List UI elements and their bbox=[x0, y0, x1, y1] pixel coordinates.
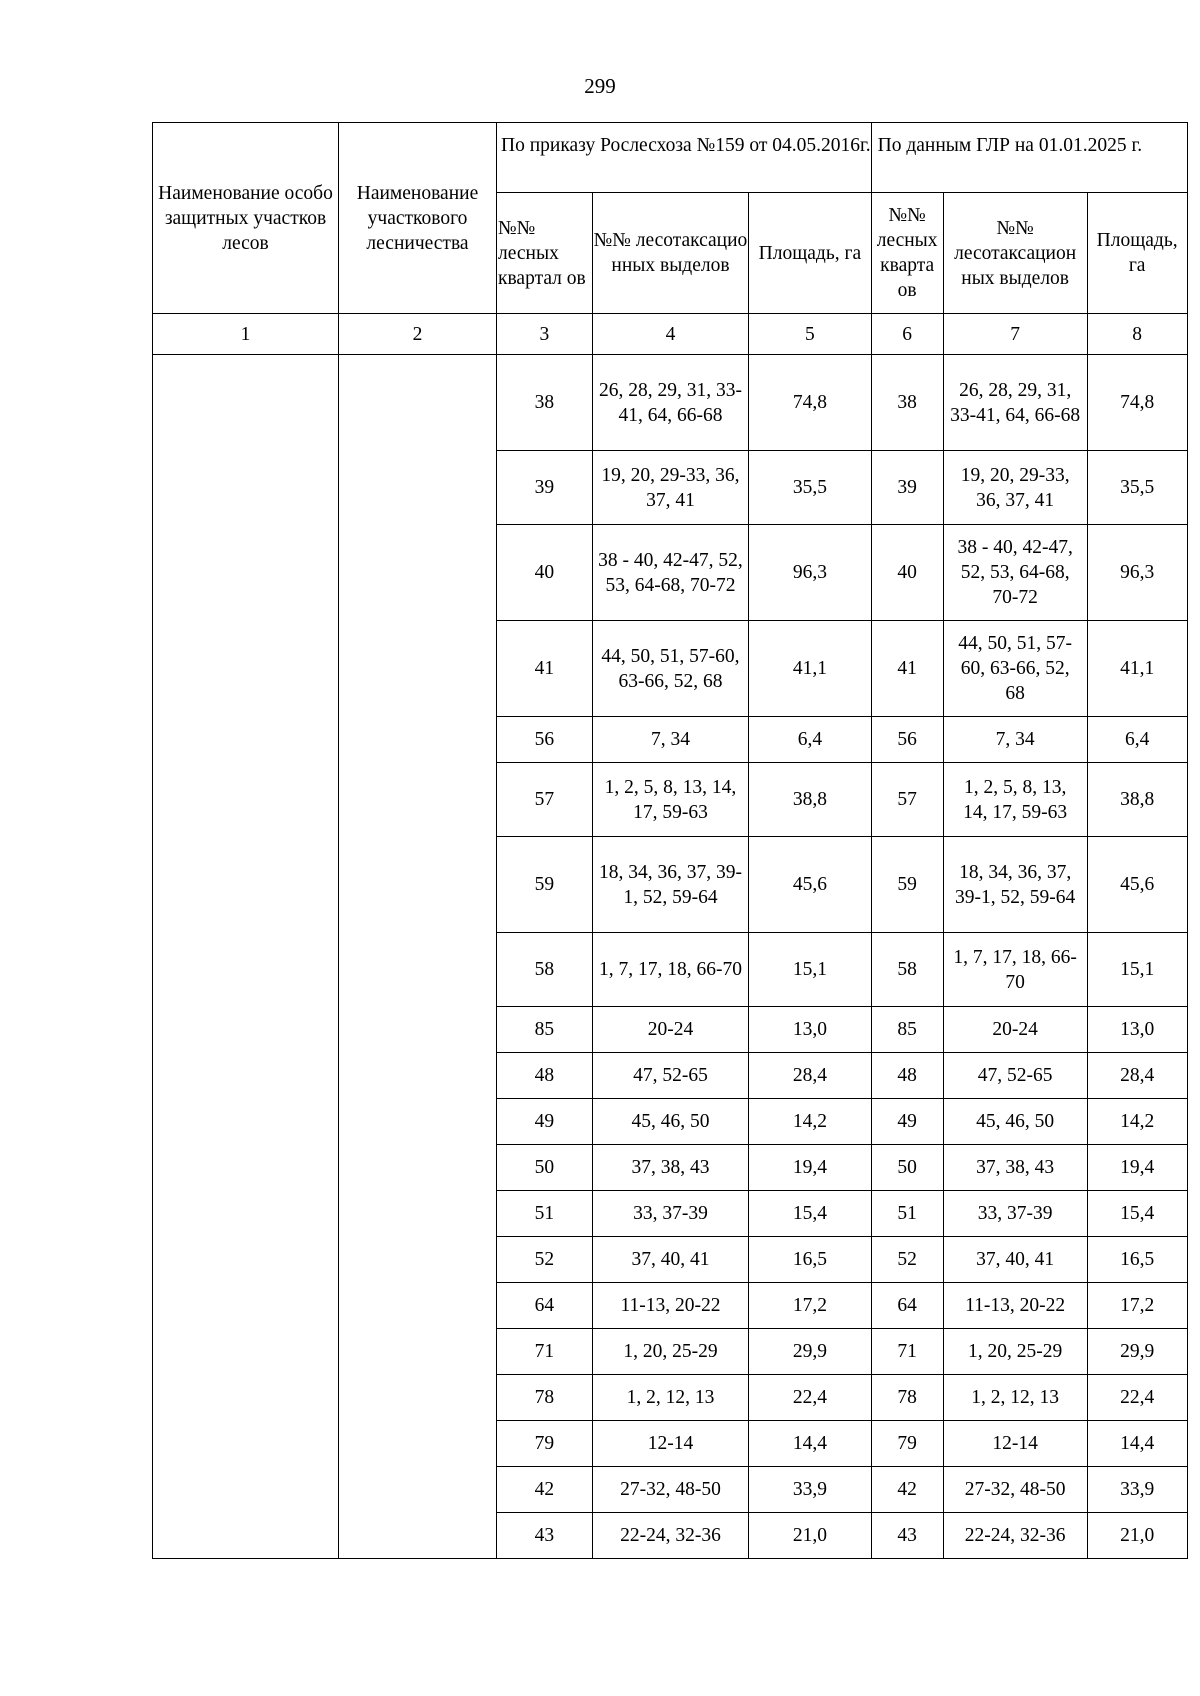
allotments-glr-cell: 37, 38, 43 bbox=[943, 1145, 1087, 1191]
header-allotments-glr: №№ лесотаксацион ных выделов bbox=[943, 193, 1087, 314]
allotments-order-cell: 44, 50, 51, 57-60, 63-66, 52, 68 bbox=[592, 621, 748, 717]
area-order-cell: 35,5 bbox=[749, 451, 871, 525]
area-order-cell: 19,4 bbox=[749, 1145, 871, 1191]
allotments-order-cell: 22-24, 32-36 bbox=[592, 1513, 748, 1559]
area-glr-cell: 74,8 bbox=[1087, 355, 1187, 451]
area-glr-cell: 14,2 bbox=[1087, 1099, 1187, 1145]
area-order-cell: 38,8 bbox=[749, 763, 871, 837]
area-order-cell: 29,9 bbox=[749, 1329, 871, 1375]
area-order-cell: 6,4 bbox=[749, 717, 871, 763]
column-number-6: 6 bbox=[871, 314, 943, 355]
quarter-glr-cell: 56 bbox=[871, 717, 943, 763]
allotments-glr-cell: 26, 28, 29, 31, 33-41, 64, 66-68 bbox=[943, 355, 1087, 451]
allotments-glr-cell: 37, 40, 41 bbox=[943, 1237, 1087, 1283]
header-quarters-glr: №№ лесных кварта ов bbox=[871, 193, 943, 314]
quarter-order-cell: 51 bbox=[497, 1191, 593, 1237]
area-order-cell: 33,9 bbox=[749, 1467, 871, 1513]
allotments-glr-cell: 47, 52-65 bbox=[943, 1053, 1087, 1099]
column-numbers-row bbox=[153, 314, 1188, 355]
area-glr-cell: 41,1 bbox=[1087, 621, 1187, 717]
area-glr-cell: 33,9 bbox=[1087, 1467, 1187, 1513]
area-order-cell: 96,3 bbox=[749, 525, 871, 621]
quarter-order-cell: 49 bbox=[497, 1099, 593, 1145]
column-number-2: 2 bbox=[339, 314, 497, 355]
quarter-order-cell: 71 bbox=[497, 1329, 593, 1375]
column-number-3: 3 bbox=[497, 314, 593, 355]
quarter-order-cell: 48 bbox=[497, 1053, 593, 1099]
allotments-glr-cell: 1, 2, 5, 8, 13, 14, 17, 59-63 bbox=[943, 763, 1087, 837]
quarter-order-cell: 57 bbox=[497, 763, 593, 837]
quarter-order-cell: 79 bbox=[497, 1421, 593, 1467]
quarter-glr-cell: 85 bbox=[871, 1007, 943, 1053]
area-order-cell: 14,4 bbox=[749, 1421, 871, 1467]
allotments-glr-cell: 19, 20, 29-33, 36, 37, 41 bbox=[943, 451, 1087, 525]
allotments-order-cell: 1, 7, 17, 18, 66-70 bbox=[592, 933, 748, 1007]
quarter-glr-cell: 49 bbox=[871, 1099, 943, 1145]
column-number-7: 7 bbox=[943, 314, 1087, 355]
quarter-glr-cell: 51 bbox=[871, 1191, 943, 1237]
allotments-order-cell: 18, 34, 36, 37, 39-1, 52, 59-64 bbox=[592, 837, 748, 933]
quarter-glr-cell: 78 bbox=[871, 1375, 943, 1421]
allotments-glr-cell: 45, 46, 50 bbox=[943, 1099, 1087, 1145]
quarter-order-cell: 59 bbox=[497, 837, 593, 933]
area-glr-cell: 45,6 bbox=[1087, 837, 1187, 933]
quarter-glr-cell: 48 bbox=[871, 1053, 943, 1099]
quarter-glr-cell: 58 bbox=[871, 933, 943, 1007]
quarter-glr-cell: 52 bbox=[871, 1237, 943, 1283]
header-area-glr: Площадь, га bbox=[1087, 193, 1187, 314]
header-protected-areas-name: Наименование особо защитных участков лесов bbox=[153, 123, 339, 314]
quarter-order-cell: 85 bbox=[497, 1007, 593, 1053]
allotments-order-cell: 27-32, 48-50 bbox=[592, 1467, 748, 1513]
allotments-order-cell: 12-14 bbox=[592, 1421, 748, 1467]
allotments-order-cell: 1, 2, 5, 8, 13, 14, 17, 59-63 bbox=[592, 763, 748, 837]
area-order-cell: 13,0 bbox=[749, 1007, 871, 1053]
allotments-glr-cell: 1, 7, 17, 18, 66-70 bbox=[943, 933, 1087, 1007]
allotments-order-cell: 38 - 40, 42-47, 52, 53, 64-68, 70-72 bbox=[592, 525, 748, 621]
area-order-cell: 41,1 bbox=[749, 621, 871, 717]
allotments-order-cell: 1, 2, 12, 13 bbox=[592, 1375, 748, 1421]
area-order-cell: 17,2 bbox=[749, 1283, 871, 1329]
quarter-order-cell: 78 bbox=[497, 1375, 593, 1421]
protected-area-name-cell bbox=[153, 355, 339, 1559]
allotments-glr-cell: 7, 34 bbox=[943, 717, 1087, 763]
allotments-glr-cell: 18, 34, 36, 37, 39-1, 52, 59-64 bbox=[943, 837, 1087, 933]
allotments-order-cell: 45, 46, 50 bbox=[592, 1099, 748, 1145]
allotments-glr-cell: 1, 2, 12, 13 bbox=[943, 1375, 1087, 1421]
allotments-glr-cell: 11-13, 20-22 bbox=[943, 1283, 1087, 1329]
header-glr-group: По данным ГЛР на 01.01.2025 г. bbox=[871, 123, 1187, 193]
quarter-glr-cell: 42 bbox=[871, 1467, 943, 1513]
area-order-cell: 28,4 bbox=[749, 1053, 871, 1099]
header-order-group: По приказу Рослесхоза №159 от 04.05.2016г. bbox=[497, 123, 872, 193]
header-allotments-order: №№ лесотаксацио нных выделов bbox=[592, 193, 748, 314]
protected-areas-table bbox=[152, 122, 1188, 1559]
quarter-glr-cell: 64 bbox=[871, 1283, 943, 1329]
area-glr-cell: 15,1 bbox=[1087, 933, 1187, 1007]
allotments-order-cell: 47, 52-65 bbox=[592, 1053, 748, 1099]
area-glr-cell: 35,5 bbox=[1087, 451, 1187, 525]
area-order-cell: 22,4 bbox=[749, 1375, 871, 1421]
allotments-glr-cell: 1, 20, 25-29 bbox=[943, 1329, 1087, 1375]
area-glr-cell: 28,4 bbox=[1087, 1053, 1187, 1099]
allotments-order-cell: 1, 20, 25-29 bbox=[592, 1329, 748, 1375]
header-row-groups bbox=[153, 123, 1188, 193]
area-order-cell: 16,5 bbox=[749, 1237, 871, 1283]
allotments-glr-cell: 44, 50, 51, 57-60, 63-66, 52, 68 bbox=[943, 621, 1087, 717]
area-glr-cell: 15,4 bbox=[1087, 1191, 1187, 1237]
column-number-1: 1 bbox=[153, 314, 339, 355]
area-order-cell: 14,2 bbox=[749, 1099, 871, 1145]
area-glr-cell: 13,0 bbox=[1087, 1007, 1187, 1053]
quarter-order-cell: 56 bbox=[497, 717, 593, 763]
allotments-glr-cell: 22-24, 32-36 bbox=[943, 1513, 1087, 1559]
quarter-glr-cell: 71 bbox=[871, 1329, 943, 1375]
quarter-order-cell: 64 bbox=[497, 1283, 593, 1329]
column-number-8: 8 bbox=[1087, 314, 1187, 355]
column-number-5: 5 bbox=[749, 314, 871, 355]
allotments-order-cell: 33, 37-39 bbox=[592, 1191, 748, 1237]
quarter-order-cell: 43 bbox=[497, 1513, 593, 1559]
area-order-cell: 21,0 bbox=[749, 1513, 871, 1559]
quarter-order-cell: 52 bbox=[497, 1237, 593, 1283]
area-order-cell: 74,8 bbox=[749, 355, 871, 451]
quarter-glr-cell: 57 bbox=[871, 763, 943, 837]
area-glr-cell: 19,4 bbox=[1087, 1145, 1187, 1191]
column-number-4: 4 bbox=[592, 314, 748, 355]
quarter-order-cell: 50 bbox=[497, 1145, 593, 1191]
page-number: 299 bbox=[584, 74, 616, 98]
allotments-glr-cell: 27-32, 48-50 bbox=[943, 1467, 1087, 1513]
area-order-cell: 15,1 bbox=[749, 933, 871, 1007]
allotments-glr-cell: 20-24 bbox=[943, 1007, 1087, 1053]
table-row bbox=[153, 355, 1188, 451]
header-forestry-name: Наименование участкового лесничества bbox=[339, 123, 497, 314]
quarter-glr-cell: 50 bbox=[871, 1145, 943, 1191]
area-glr-cell: 38,8 bbox=[1087, 763, 1187, 837]
area-order-cell: 15,4 bbox=[749, 1191, 871, 1237]
quarter-glr-cell: 59 bbox=[871, 837, 943, 933]
quarter-order-cell: 40 bbox=[497, 525, 593, 621]
area-glr-cell: 14,4 bbox=[1087, 1421, 1187, 1467]
allotments-order-cell: 37, 38, 43 bbox=[592, 1145, 748, 1191]
area-order-cell: 45,6 bbox=[749, 837, 871, 933]
area-glr-cell: 96,3 bbox=[1087, 525, 1187, 621]
area-glr-cell: 6,4 bbox=[1087, 717, 1187, 763]
forestry-name-cell bbox=[339, 355, 497, 1559]
allotments-glr-cell: 38 - 40, 42-47, 52, 53, 64-68, 70-72 bbox=[943, 525, 1087, 621]
allotments-order-cell: 20-24 bbox=[592, 1007, 748, 1053]
quarter-glr-cell: 39 bbox=[871, 451, 943, 525]
quarter-glr-cell: 40 bbox=[871, 525, 943, 621]
area-glr-cell: 16,5 bbox=[1087, 1237, 1187, 1283]
quarter-order-cell: 38 bbox=[497, 355, 593, 451]
allotments-glr-cell: 33, 37-39 bbox=[943, 1191, 1087, 1237]
header-area-order: Площадь, га bbox=[749, 193, 871, 314]
area-glr-cell: 17,2 bbox=[1087, 1283, 1187, 1329]
quarter-order-cell: 39 bbox=[497, 451, 593, 525]
quarter-glr-cell: 43 bbox=[871, 1513, 943, 1559]
quarter-order-cell: 42 bbox=[497, 1467, 593, 1513]
quarter-order-cell: 41 bbox=[497, 621, 593, 717]
header-quarters-order: №№ лесных квартал ов bbox=[497, 193, 593, 314]
quarter-order-cell: 58 bbox=[497, 933, 593, 1007]
area-glr-cell: 29,9 bbox=[1087, 1329, 1187, 1375]
allotments-order-cell: 19, 20, 29-33, 36, 37, 41 bbox=[592, 451, 748, 525]
allotments-order-cell: 37, 40, 41 bbox=[592, 1237, 748, 1283]
area-glr-cell: 21,0 bbox=[1087, 1513, 1187, 1559]
quarter-glr-cell: 38 bbox=[871, 355, 943, 451]
area-glr-cell: 22,4 bbox=[1087, 1375, 1187, 1421]
allotments-glr-cell: 12-14 bbox=[943, 1421, 1087, 1467]
quarter-glr-cell: 41 bbox=[871, 621, 943, 717]
allotments-order-cell: 7, 34 bbox=[592, 717, 748, 763]
allotments-order-cell: 26, 28, 29, 31, 33-41, 64, 66-68 bbox=[592, 355, 748, 451]
allotments-order-cell: 11-13, 20-22 bbox=[592, 1283, 748, 1329]
quarter-glr-cell: 79 bbox=[871, 1421, 943, 1467]
